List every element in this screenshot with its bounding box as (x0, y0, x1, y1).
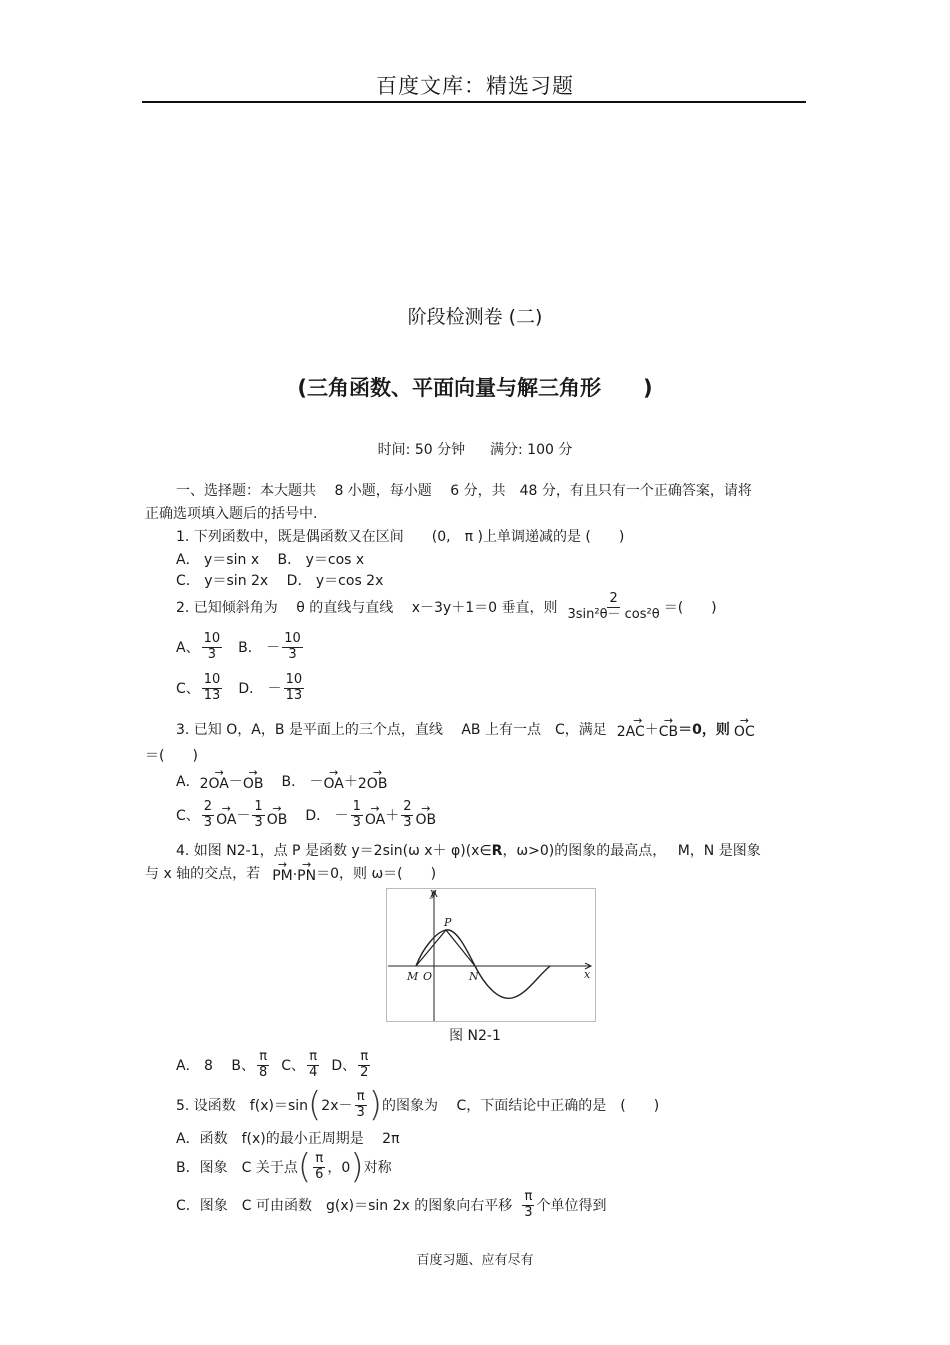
vector-label: PM (272, 868, 293, 884)
numerator: π (524, 1189, 533, 1204)
vector-2ac: → 2AC (616, 714, 645, 740)
argument-text: 2x－ (321, 1098, 353, 1114)
origin-label: O (423, 970, 433, 983)
question-1-options-ab: A． y＝sin x B． y＝cos x (176, 552, 365, 568)
stem-text: 4. 如图 N2-1，点 P 是函数 y＝2sin(ω x＋ φ)(x∈ (176, 843, 492, 859)
option-d-fraction (358, 1050, 370, 1081)
vector-ob: → OB (415, 801, 437, 828)
vector-label: 2OB (357, 776, 388, 792)
denominator: 3 (356, 1104, 365, 1120)
section-instructions-line2: 正确选项填入题后的括号中. (145, 506, 318, 522)
document-title: 阶段检测卷 (二) (407, 306, 543, 328)
vector-label: OB (242, 776, 264, 792)
question-2-tail: ＝( ) (663, 600, 717, 617)
vector-label: 2AC (616, 724, 645, 740)
numerator: π (315, 1150, 324, 1166)
y-axis-label: y (430, 888, 437, 899)
point-p-label: P (444, 916, 452, 929)
vector-label: 2OA (199, 776, 229, 792)
option-d-fraction (284, 673, 305, 704)
denominator: 3 (524, 1204, 533, 1220)
vector-pm: → PM (272, 858, 293, 884)
numerator: 10 (284, 631, 301, 646)
vector-label: CB (658, 724, 679, 740)
stem-text: ，ω>0)的图象的最高点， M，N 是图象 (502, 843, 761, 859)
numerator: π (309, 1049, 318, 1064)
vector-label: OB (415, 811, 437, 828)
point-coordinate: ，0 (327, 1160, 351, 1176)
option-text: 个单位得到 (536, 1198, 607, 1215)
denominator: 3 (403, 814, 412, 830)
numerator: 1 (352, 799, 361, 814)
option-a-label: A、 (176, 640, 200, 657)
vector-label: OC (733, 724, 755, 740)
point-n-label: N (469, 970, 479, 983)
point-fraction (313, 1152, 325, 1183)
option-d-label: D． － (305, 808, 349, 825)
vector-oc: → OC (733, 714, 755, 740)
big-right-paren: ) (368, 1085, 383, 1125)
question-4-options (176, 1050, 372, 1081)
numerator: 2 (403, 799, 412, 814)
option-b-fraction (282, 632, 303, 663)
denominator: 4 (309, 1064, 318, 1080)
question-5-option-a: A．函数 f(x)的最小正周期是 2π (176, 1131, 400, 1147)
vector-oa: → OA (323, 766, 344, 792)
stem-text: 的图象为 C，下面结论中正确的是 ( ) (382, 1098, 660, 1114)
question-4-stem-line1 (176, 840, 761, 860)
option-b-label: B． － (238, 640, 281, 657)
score-label: 满分: (490, 442, 523, 458)
sine-curve (416, 930, 550, 998)
figure-caption: 图 N2-1 (449, 1028, 501, 1044)
question-2-stem (176, 592, 717, 623)
big-left-paren: ( (297, 1147, 312, 1187)
numerator: 10 (285, 672, 303, 687)
time-value: 50 分钟 (414, 442, 466, 458)
question-2-options-cd (176, 673, 306, 704)
question-4-stem-line2 (145, 860, 436, 883)
option-c-fraction (202, 673, 223, 704)
option-d-label: D． － (238, 681, 282, 698)
numerator: 2 (203, 799, 213, 814)
question-5-stem (176, 1085, 660, 1125)
page-header-title: 百度文库：精选习题 (376, 74, 574, 98)
question-5-option-c (176, 1190, 607, 1221)
option-text: 对称 (363, 1160, 392, 1176)
question-5-option-b (176, 1147, 392, 1187)
equals-zero: ＝0，则 (678, 722, 730, 738)
option-c-label: C、 (281, 1058, 306, 1075)
vector-ob: → OB (242, 766, 264, 792)
denominator: 3 (254, 814, 263, 830)
numerator: 10 (203, 631, 221, 646)
plus-sign: ＋ (385, 808, 400, 825)
fraction (252, 800, 264, 831)
argument-fraction (354, 1090, 366, 1121)
vector-ob: → OB (266, 801, 288, 828)
vector-oa: → OA (364, 801, 386, 828)
vector-label: OA (216, 811, 237, 828)
denominator: 13 (285, 687, 303, 703)
stem-text: ＝0，则 ω＝( ) (316, 866, 437, 882)
denominator: 3 (288, 646, 297, 662)
denominator: 6 (315, 1166, 324, 1182)
option-text: B．图象 C 关于点 (176, 1160, 298, 1176)
question-1-options-cd: C． y＝sin 2x D． y＝cos 2x (176, 573, 384, 589)
exam-info (0, 439, 950, 459)
numerator: π (356, 1088, 365, 1104)
subtitle-open-paren: ( (297, 376, 307, 400)
question-3-options-ab (176, 768, 387, 791)
question-3-stem-text: 3. 已知 O，A，B 是平面上的三个点，直线 AB 上有一点 C，满足 (176, 722, 607, 738)
denominator: 13 (203, 687, 221, 703)
stem-text: 5. 设函数 f(x)＝sin (176, 1098, 309, 1114)
option-text: C．图象 C 可由函数 g(x)＝sin 2x 的图象向右平移 (176, 1198, 513, 1215)
fraction-numerator: 2 (609, 591, 618, 606)
question-2-fraction (565, 592, 661, 623)
vector-pn: → PN (297, 858, 317, 884)
option-d-label: D、 (331, 1058, 357, 1075)
option-c-label: C、 (176, 808, 200, 825)
header-rule (142, 101, 806, 103)
fraction-denominator: 3sin²θ－ cos²θ (567, 606, 660, 622)
time-label: 时间: (377, 442, 411, 458)
option-ab-label: A． 8 B、 (176, 1058, 255, 1075)
question-3-options-cd (176, 800, 436, 831)
fraction (351, 800, 363, 831)
denominator: 2 (360, 1064, 369, 1080)
minus-sign: － (228, 774, 243, 790)
denominator: 8 (259, 1064, 268, 1080)
score-value: 100 分 (527, 442, 573, 458)
denominator: 3 (207, 646, 216, 662)
fraction (401, 800, 413, 831)
figure-border (387, 889, 596, 1022)
big-right-paren: ) (350, 1147, 364, 1187)
denominator: 3 (352, 814, 361, 830)
question-2-options-ab (176, 632, 305, 663)
vector-2ob: → 2OB (357, 766, 388, 792)
denominator: 3 (203, 814, 213, 830)
option-a-fraction (202, 632, 223, 663)
shift-fraction (522, 1190, 534, 1221)
question-3-stem (176, 716, 755, 739)
numerator: 1 (254, 799, 263, 814)
point-m-label: M (407, 970, 419, 983)
vector-label: OB (266, 811, 288, 828)
document-subtitle (0, 372, 950, 402)
question-1-stem: 1. 下列函数中，既是偶函数又在区间 (0, π )上单调递减的是 ( ) (176, 529, 625, 545)
subtitle-text: 三角函数、平面向量与解三角形 (307, 376, 601, 400)
option-c-fraction (307, 1050, 319, 1081)
page-footer: 百度习题、应有尽有 (416, 1253, 534, 1268)
numerator: π (360, 1049, 369, 1064)
vector-label: OA (323, 776, 344, 792)
big-left-paren: ( (308, 1085, 322, 1125)
vector-2oa: → 2OA (199, 766, 229, 792)
option-b-label: B． － (281, 774, 324, 790)
numerator: π (259, 1049, 268, 1064)
fraction (202, 800, 214, 831)
subtitle-close-paren: ) (643, 376, 653, 400)
vector-oa: → OA (216, 801, 237, 828)
question-2-stem-text: 2. 已知倾斜角为 θ 的直线与直线 x－3y＋1＝0 垂直，则 (176, 600, 558, 617)
x-axis-label: x (584, 968, 591, 981)
numerator: 10 (203, 672, 221, 687)
plus-sign: ＋ (644, 722, 659, 738)
stem-text: 与 x 轴的交点，若 (145, 866, 261, 882)
figure-n2-1 (386, 888, 596, 1022)
vector-label: PN (297, 868, 317, 884)
option-c-label: C、 (176, 681, 200, 698)
question-3-stem-end: ＝( ) (145, 748, 198, 764)
dot-operator: · (292, 867, 298, 883)
vector-label: OA (364, 811, 386, 828)
section-instructions-line1: 一、选择题：本大题共 8 小题，每小题 6 分，共 48 分，有且只有一个正确答案，请将 (176, 483, 752, 499)
option-a-label: A． (176, 774, 200, 790)
plus-sign: ＋ (343, 774, 358, 790)
minus-sign: － (236, 808, 251, 825)
real-set-symbol: R (491, 843, 503, 859)
vector-cb: → CB (658, 714, 679, 740)
option-b-fraction (257, 1050, 269, 1081)
